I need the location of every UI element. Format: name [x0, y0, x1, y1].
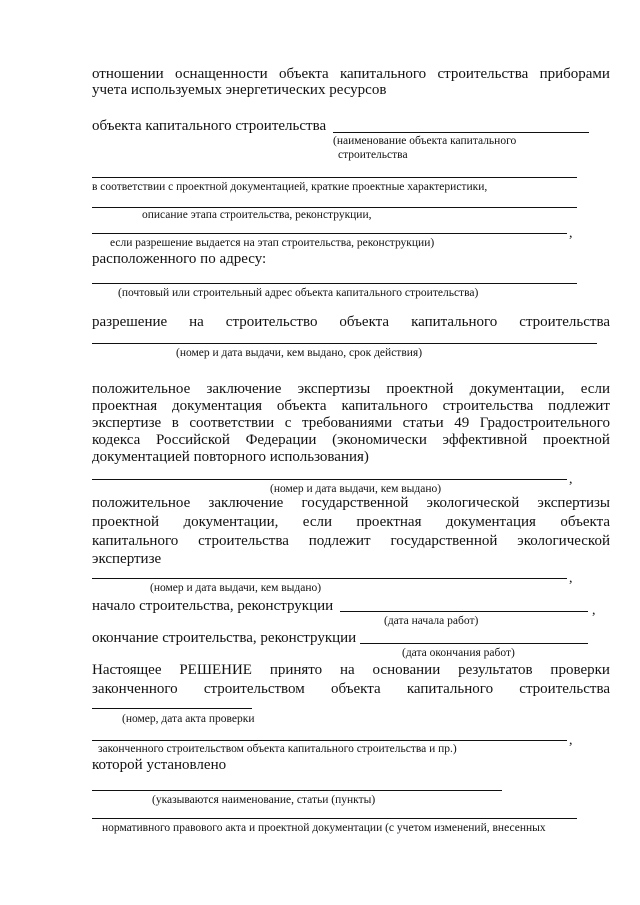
word: на: [189, 314, 204, 330]
word: строительства: [519, 681, 610, 697]
intro-line-1: [92, 66, 610, 83]
comma: ,: [569, 571, 573, 586]
word: результатов: [458, 662, 533, 678]
word: Настоящее: [92, 662, 162, 678]
word: эффективной: [442, 432, 528, 448]
expertise-field[interactable]: [92, 479, 567, 480]
object-characteristics-field[interactable]: [92, 177, 577, 178]
object-hint-2: строительства: [338, 149, 408, 161]
word: государственной: [390, 533, 498, 549]
word: проектной: [386, 381, 454, 397]
comma: ,: [569, 733, 573, 748]
word: капитального: [92, 533, 179, 549]
eco-field[interactable]: [92, 578, 567, 579]
hint-stage-permit: если разрешение выдается на этап строительства, реконструкции): [110, 237, 435, 249]
word: строительство: [225, 314, 318, 330]
word: проектной: [542, 432, 610, 448]
permit-field[interactable]: [92, 343, 597, 344]
object-name-field[interactable]: [333, 132, 589, 133]
comma: ,: [569, 226, 573, 241]
end-date-field[interactable]: [360, 643, 588, 644]
word: РЕШЕНИЕ: [179, 662, 252, 678]
expertise-line-5: документацией повторного использования): [92, 449, 369, 465]
word: требованиями: [301, 415, 392, 431]
word: экологической: [517, 533, 610, 549]
word: объекта: [330, 681, 381, 697]
word: принято: [269, 662, 323, 678]
word: строительства: [437, 66, 529, 82]
word: если: [302, 514, 332, 530]
check-hint-2: законченного строительством объекта капитального строительства и пр.): [98, 743, 457, 755]
comma: ,: [592, 603, 596, 618]
eco-line-1: [92, 495, 610, 512]
word: основании: [372, 662, 441, 678]
word: положительное: [92, 381, 191, 397]
comma: ,: [569, 472, 573, 487]
eco-line-2: [92, 514, 610, 531]
expertise-line-3: [92, 415, 610, 432]
word: капитального: [339, 66, 427, 82]
check-act-field-2[interactable]: [92, 740, 567, 741]
word: капитального: [341, 398, 428, 414]
word: экспертизы: [537, 495, 610, 511]
start-hint: (дата начала работ): [384, 615, 479, 627]
word: на: [340, 662, 355, 678]
end-hint: (дата окончания работ): [402, 647, 515, 659]
word: с: [284, 415, 292, 431]
word: оснащенности: [175, 66, 268, 82]
word: законченного: [92, 681, 178, 697]
start-label: начало строительства, реконструкции: [92, 598, 334, 614]
word: объекта: [339, 314, 390, 330]
object-stage-permit-field[interactable]: [92, 233, 567, 234]
word: заключение: [206, 381, 282, 397]
start-date-field[interactable]: [340, 611, 588, 612]
word: заключение: [208, 495, 284, 511]
word: строительства: [442, 398, 534, 414]
word: строительством: [203, 681, 305, 697]
permit-hint: (номер и дата выдачи, кем выдано, срок действия): [176, 347, 423, 359]
word: в: [171, 415, 179, 431]
word: проверки: [550, 662, 610, 678]
word: отношении: [92, 66, 164, 82]
hint-stage-description: описание этапа строительства, реконструкции,: [142, 209, 372, 221]
address-field[interactable]: [92, 283, 577, 284]
end-label: окончание строительства, реконструкции: [92, 630, 357, 646]
word: проектная: [356, 514, 422, 530]
intro-line-2: учета используемых энергетических ресурсов: [92, 82, 387, 98]
decision-line-1: [92, 662, 610, 679]
word: соответствии: [189, 415, 275, 431]
articles-hint: (указываются наименование, статьи (пункты): [152, 794, 376, 806]
object-hint-1: (наименование объекта капитального: [333, 135, 517, 147]
word: документации,: [469, 381, 565, 397]
word: Градостроительного: [479, 415, 610, 431]
object-label: объекта капитального строительства: [92, 118, 327, 134]
word: государственной: [301, 495, 409, 511]
word: (экономически: [332, 432, 427, 448]
expertise-line-2: [92, 398, 610, 415]
word: проектной: [92, 514, 160, 530]
expertise-line-4: [92, 432, 610, 449]
expertise-hint: (номер и дата выдачи, кем выдано): [270, 483, 442, 495]
word: положительное: [92, 495, 191, 511]
word: экологической: [426, 495, 520, 511]
word: экспертизы: [297, 381, 371, 397]
check-act-field[interactable]: [92, 708, 252, 709]
word: кодекса: [92, 432, 141, 448]
hint-characteristics: в соответствии с проектной документацией, краткие проектные характеристики,: [92, 181, 488, 193]
normative-hint: нормативного правового акта и проектной документации (с учетом изменений, внесенных: [102, 822, 546, 834]
word: Федерации: [245, 432, 317, 448]
word: подлежит: [308, 533, 371, 549]
word: объекта: [278, 66, 329, 82]
word: документации,: [183, 514, 279, 530]
expertise-line-1: [92, 381, 610, 398]
word: капитального: [406, 681, 494, 697]
object-stage-field[interactable]: [92, 207, 577, 208]
word: если: [580, 381, 610, 397]
eco-line-4: экспертизе: [92, 551, 162, 567]
word: 49: [454, 415, 470, 431]
articles-field[interactable]: [92, 790, 502, 791]
normative-field[interactable]: [92, 818, 577, 819]
word: строительства: [519, 314, 610, 330]
established-label: которой установлено: [92, 757, 227, 773]
word: капитального: [411, 314, 498, 330]
word: документация: [445, 514, 536, 530]
word: экспертизе: [92, 415, 162, 431]
address-label: расположенного по адресу:: [92, 251, 267, 267]
word: проектная: [92, 398, 158, 414]
check-hint: (номер, дата акта проверки: [122, 713, 255, 725]
word: документация: [171, 398, 263, 414]
word: разрешение: [92, 314, 168, 330]
eco-hint: (номер и дата выдачи, кем выдано): [150, 582, 322, 594]
word: Российской: [155, 432, 230, 448]
eco-line-3: [92, 533, 610, 550]
word: приборами: [539, 66, 610, 82]
address-hint: (почтовый или строительный адрес объекта капитального строительства): [118, 287, 479, 299]
word: строительства: [198, 533, 289, 549]
word: подлежит: [548, 398, 610, 414]
word: статьи: [402, 415, 444, 431]
permit-line: [92, 314, 610, 331]
word: объекта: [276, 398, 327, 414]
decision-line-2: [92, 681, 610, 698]
word: объекта: [560, 514, 610, 530]
